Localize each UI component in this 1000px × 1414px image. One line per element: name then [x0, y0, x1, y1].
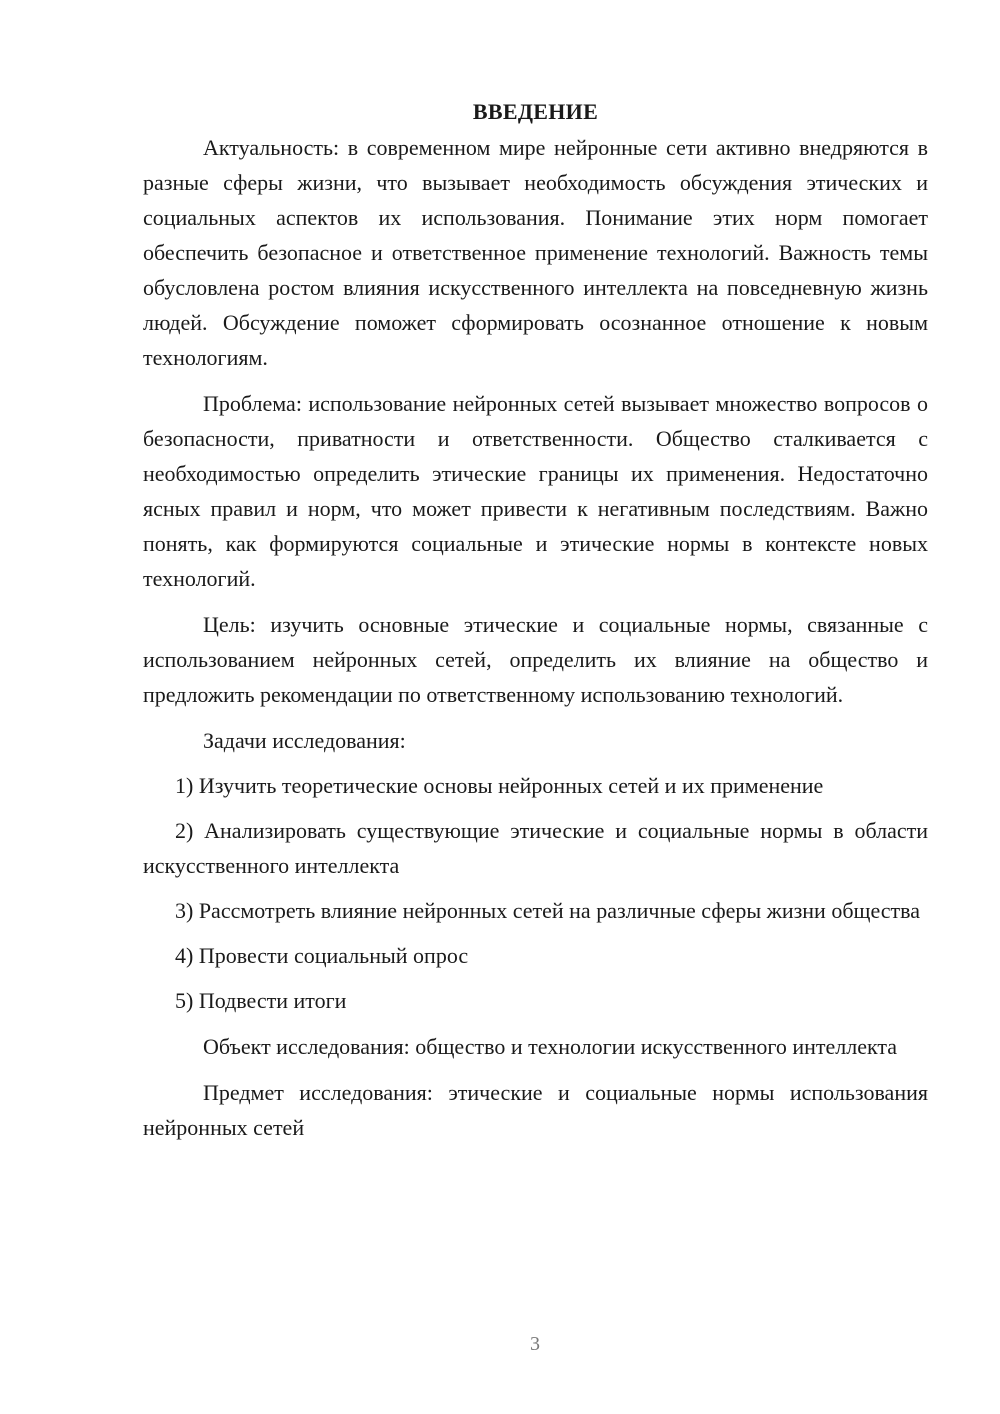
goal-paragraph: Цель: изучить основные этические и социальные нормы, связанные с использованием нейронных сетей, определить их влияние на общество и предложить рекомендации по ответственному использованию технологий.	[143, 612, 928, 707]
page-number: 3	[530, 1333, 540, 1355]
problem-paragraph: Проблема: использование нейронных сетей вызывает множество вопросов о безопасности, приватности и ответственности. Общество сталкивается с необходимостью определить этические границы их применения. Недостаточно ясных правил и норм, что может привести к негативным последствиям. Важно понять, как формируются социальные и этические нормы в контексте новых технологий.	[143, 391, 928, 591]
tasks-heading: Задачи исследования:	[203, 728, 406, 753]
task-item-3: 3) Рассмотреть влияние нейронных сетей на различные сферы жизни общества	[175, 898, 921, 923]
section-title: ВВЕДЕНИЕ	[472, 99, 599, 124]
task-item-1: 1) Изучить теоретические основы нейронных сетей и их применение	[175, 773, 824, 798]
research-subject-paragraph: Предмет исследования: этические и социальные нормы использования нейронных сетей	[143, 1080, 928, 1140]
research-object-paragraph: Объект исследования: общество и технологии искусственного интеллекта	[203, 1034, 898, 1059]
relevance-paragraph: Актуальность: в современном мире нейронные сети активно внедряются в разные сферы жизни, что вызывает необходимость обсуждения этических и социальных аспектов их использования. Понимание этих норм помогает обеспечить безопасное и ответственное применение технологий. Важность темы обусловлена ростом влияния искусственного интеллекта на повседневную жизнь людей. Обсуждение поможет сформировать осознанное отношение к новым технологиям.	[143, 135, 928, 370]
task-item-5: 5) Подвести итоги	[175, 988, 347, 1013]
task-item-4: 4) Провести социальный опрос	[175, 943, 469, 968]
document-page	[143, 95, 928, 1145]
task-item-2: 2) Анализировать существующие этические и социальные нормы в области искусственного интеллекта	[143, 818, 928, 878]
